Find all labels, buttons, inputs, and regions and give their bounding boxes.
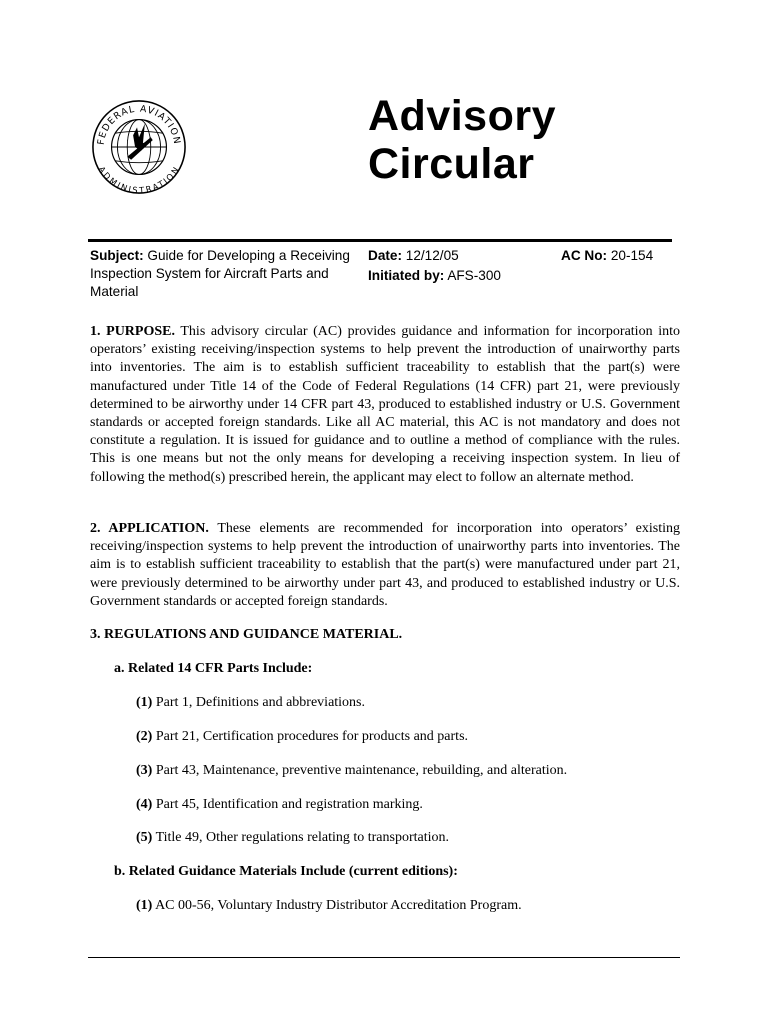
subject-value: Guide for Developing a Receiving Inspection System for Aircraft Parts and Material bbox=[90, 248, 350, 299]
list-item-text: Part 21, Certification procedures for products and parts. bbox=[155, 729, 469, 744]
list-item-number: (1) bbox=[136, 695, 153, 710]
list-item-number: (1) bbox=[136, 898, 153, 913]
list-item-text: Title 49, Other regulations relating to transportation. bbox=[155, 830, 450, 845]
list-item-number: (4) bbox=[136, 797, 153, 812]
subject-field bbox=[90, 247, 365, 301]
regulations-heading bbox=[90, 626, 402, 644]
list-item-number: (2) bbox=[136, 729, 153, 744]
purpose-text: This advisory circular (AC) provides guidance and information for incorporation into operators’ existing receiving/inspection systems to help prevent the introduction of unairworthy parts into inventories. The aim is to establish sufficient traceability to establish that the part(s) were manufactured under Title 14 of the Code of Federal Regulations (14 CFR) part 21, were previously determined to be airworthy under 14 CFR part 43, produced to established industry or U.S. Government standards or accepted foreign standards. Like all AC material, this AC is not mandatory and does not constitute a regulation. It is issued for guidance and to outline a method of compliance with the rules. This is one means but not the only means for developing a receiving inspection system. In lieu of following the method(s) prescribed herein, the applicant may elect to follow an alternate method. bbox=[90, 324, 680, 485]
subsection-a-heading bbox=[114, 660, 312, 678]
svg-text:ADMINISTRATION bbox=[97, 165, 182, 196]
date-value: 12/12/05 bbox=[405, 248, 459, 263]
subsection-b-heading bbox=[114, 863, 458, 881]
application-text: These elements are recommended for incorporation into operators’ existing receiving/inspection systems to help prevent the introduction of unairworthy parts into inventories. The aim is to establish sufficient traceability to establish that the part(s) were manufactured under part 21, were previously determined to be airworthy under part 43, and produced to established industry or U.S. Government standards or accepted foreign standards. bbox=[90, 521, 680, 609]
acno-value: 20-154 bbox=[610, 248, 654, 263]
list-item-text: AC 00-56, Voluntary Industry Distributor Accreditation Program. bbox=[155, 898, 522, 913]
list-item bbox=[136, 762, 567, 780]
faa-seal bbox=[90, 98, 188, 196]
seal-bottom-text: ADMINISTRATION bbox=[96, 164, 182, 196]
list-item-text: Part 43, Maintenance, preventive maintenance, rebuilding, and alteration. bbox=[155, 763, 568, 778]
acno-label: AC No: bbox=[561, 248, 608, 263]
seal-top-text: FEDERAL AVIATION bbox=[95, 103, 183, 146]
faa-seal-graphic bbox=[90, 98, 188, 196]
initiated-label: Initiated by: bbox=[368, 268, 445, 283]
list-item bbox=[136, 728, 468, 746]
title-line-1: Advisory bbox=[368, 92, 557, 140]
list-item-number: (3) bbox=[136, 763, 153, 778]
date-field bbox=[368, 247, 459, 265]
list-item bbox=[136, 897, 522, 915]
initiated-value: AFS-300 bbox=[447, 268, 501, 283]
list-item-text: Part 1, Definitions and abbreviations. bbox=[155, 695, 366, 710]
application-heading: 2. APPLICATION. bbox=[90, 521, 209, 536]
purpose-paragraph bbox=[90, 323, 680, 487]
list-item bbox=[136, 796, 423, 814]
purpose-heading: 1. PURPOSE. bbox=[90, 324, 175, 339]
header-rule bbox=[88, 239, 672, 242]
regulations-heading-text: 3. REGULATIONS AND GUIDANCE MATERIAL. bbox=[90, 627, 403, 642]
list-item bbox=[136, 694, 365, 712]
list-item-number: (5) bbox=[136, 830, 153, 845]
list-item bbox=[136, 829, 449, 847]
application-paragraph bbox=[90, 520, 680, 611]
subsection-b-text: b. Related Guidance Materials Include (current editions): bbox=[114, 864, 458, 879]
date-label: Date: bbox=[368, 248, 402, 263]
list-item-text: Part 45, Identification and registration marking. bbox=[155, 797, 423, 812]
ac-number-field bbox=[561, 247, 653, 265]
subject-label: Subject: bbox=[90, 248, 144, 263]
document-title bbox=[368, 92, 556, 188]
footer-rule bbox=[88, 957, 680, 958]
subsection-a-text: a. Related 14 CFR Parts Include: bbox=[114, 661, 313, 676]
initiated-by-field bbox=[368, 267, 501, 285]
title-line-2: Circular bbox=[368, 140, 535, 188]
